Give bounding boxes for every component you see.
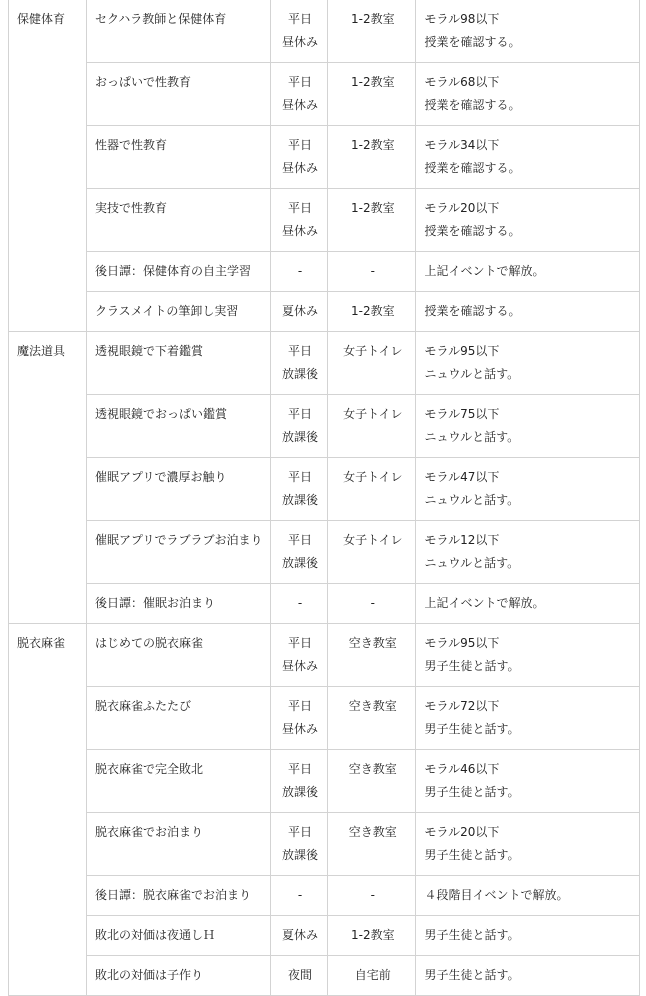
condition-line: 授業を確認する。	[424, 161, 521, 175]
condition-cell	[416, 332, 640, 395]
condition-line: 上記イベントで解放。	[424, 264, 545, 278]
table-row	[9, 252, 640, 292]
table-row	[9, 0, 640, 63]
time-cell	[270, 916, 327, 956]
condition-line: 男子生徒と話す。	[424, 722, 520, 736]
place-cell: 女子トイレ	[328, 521, 416, 584]
event-name-cell: 催眠アプリでラブラブお泊まり	[86, 521, 270, 584]
place-cell: -	[328, 876, 416, 916]
place-cell: 女子トイレ	[328, 332, 416, 395]
event-name-cell: 性器で性教育	[86, 126, 270, 189]
time-line: 昼休み	[282, 35, 319, 49]
time-cell	[270, 189, 327, 252]
condition-cell	[416, 0, 640, 63]
condition-line: モラル68以下	[424, 75, 500, 89]
event-name-cell: 後日譚：保健体育の自主学習	[86, 252, 270, 292]
condition-line: モラル34以下	[424, 138, 500, 152]
event-name-cell: 脱衣麻雀でお泊まり	[86, 813, 270, 876]
time-cell	[270, 750, 327, 813]
condition-line: ニュウルと話す。	[424, 367, 520, 381]
time-cell	[270, 292, 327, 332]
time-cell	[270, 63, 327, 126]
condition-line: モラル75以下	[424, 407, 500, 421]
time-cell	[270, 956, 327, 996]
event-name-cell: 催眠アプリで濃厚お触り	[86, 458, 270, 521]
time-line: 放課後	[282, 493, 319, 507]
place-cell: -	[328, 584, 416, 624]
condition-line: モラル47以下	[424, 470, 500, 484]
condition-line: ニュウルと話す。	[424, 430, 520, 444]
time-line: 昼休み	[282, 224, 319, 238]
event-table-body	[9, 0, 640, 996]
table-row	[9, 750, 640, 813]
condition-cell	[416, 813, 640, 876]
time-line: 平日	[288, 699, 313, 713]
table-row	[9, 63, 640, 126]
place-cell: 自宅前	[328, 956, 416, 996]
time-line: 昼休み	[282, 722, 319, 736]
time-line: 平日	[288, 636, 313, 650]
condition-cell	[416, 750, 640, 813]
event-name-cell: クラスメイトの筆卸し実習	[86, 292, 270, 332]
condition-cell	[416, 189, 640, 252]
condition-cell	[416, 292, 640, 332]
condition-line: 授業を確認する。	[424, 304, 521, 318]
time-line: 放課後	[282, 785, 319, 799]
event-name-cell: 脱衣麻雀ふたたび	[86, 687, 270, 750]
time-line: 夏休み	[282, 928, 319, 942]
place-cell: -	[328, 252, 416, 292]
table-row	[9, 189, 640, 252]
time-line: 平日	[288, 407, 313, 421]
category-cell: 魔法道具	[9, 332, 87, 624]
place-cell: 1-2教室	[328, 0, 416, 63]
condition-line: モラル98以下	[424, 12, 500, 26]
place-cell: 女子トイレ	[328, 458, 416, 521]
place-cell: 1-2教室	[328, 63, 416, 126]
place-cell: 空き教室	[328, 813, 416, 876]
condition-line: 授業を確認する。	[424, 35, 521, 49]
condition-line: モラル95以下	[424, 636, 500, 650]
time-cell	[270, 813, 327, 876]
table-row	[9, 395, 640, 458]
time-line: 夏休み	[282, 304, 319, 318]
condition-line: ニュウルと話す。	[424, 556, 520, 570]
condition-cell	[416, 458, 640, 521]
event-name-cell: 後日譚：催眠お泊まり	[86, 584, 270, 624]
event-name-cell: おっぱいで性教育	[86, 63, 270, 126]
time-line: 平日	[288, 12, 313, 26]
condition-line: ４段階目イベントで解放。	[424, 888, 569, 902]
table-row	[9, 624, 640, 687]
condition-cell	[416, 252, 640, 292]
time-line: 平日	[288, 762, 313, 776]
condition-line: モラル95以下	[424, 344, 500, 358]
event-name-cell: 後日譚：脱衣麻雀でお泊まり	[86, 876, 270, 916]
time-cell	[270, 521, 327, 584]
condition-line: モラル46以下	[424, 762, 500, 776]
condition-cell	[416, 956, 640, 996]
table-row	[9, 956, 640, 996]
table-row	[9, 813, 640, 876]
time-cell	[270, 252, 327, 292]
time-cell	[270, 458, 327, 521]
table-row	[9, 332, 640, 395]
condition-line: 授業を確認する。	[424, 224, 521, 238]
place-cell: 女子トイレ	[328, 395, 416, 458]
place-cell: 1-2教室	[328, 292, 416, 332]
time-line: 放課後	[282, 848, 319, 862]
table-row	[9, 458, 640, 521]
time-cell	[270, 126, 327, 189]
table-row	[9, 584, 640, 624]
event-name-cell: セクハラ教師と保健体育	[86, 0, 270, 63]
condition-cell	[416, 624, 640, 687]
condition-line: 授業を確認する。	[424, 98, 521, 112]
time-line: 平日	[288, 138, 313, 152]
condition-line: モラル12以下	[424, 533, 500, 547]
place-cell: 1-2教室	[328, 189, 416, 252]
condition-line: 男子生徒と話す。	[424, 968, 520, 982]
condition-line: ニュウルと話す。	[424, 493, 520, 507]
time-line: 夜間	[288, 968, 313, 982]
place-cell: 空き教室	[328, 750, 416, 813]
event-name-cell: 脱衣麻雀で完全敗北	[86, 750, 270, 813]
condition-cell	[416, 916, 640, 956]
time-cell	[270, 687, 327, 750]
category-cell: 保健体育	[9, 0, 87, 332]
time-cell	[270, 0, 327, 63]
time-cell	[270, 624, 327, 687]
condition-cell	[416, 876, 640, 916]
condition-line: モラル20以下	[424, 201, 500, 215]
table-row	[9, 916, 640, 956]
event-table	[8, 0, 640, 996]
time-line: 平日	[288, 75, 313, 89]
condition-line: モラル72以下	[424, 699, 500, 713]
condition-cell	[416, 521, 640, 584]
time-line: 平日	[288, 825, 313, 839]
table-row	[9, 126, 640, 189]
condition-cell	[416, 584, 640, 624]
time-cell	[270, 876, 327, 916]
time-line: -	[297, 596, 303, 610]
event-name-cell: 敗北の対価は子作り	[86, 956, 270, 996]
condition-line: 男子生徒と話す。	[424, 848, 520, 862]
time-line: 放課後	[282, 556, 319, 570]
condition-line: 男子生徒と話す。	[424, 928, 520, 942]
category-cell: 脱衣麻雀	[9, 624, 87, 996]
condition-line: モラル20以下	[424, 825, 500, 839]
table-row	[9, 292, 640, 332]
time-line: 平日	[288, 344, 313, 358]
condition-cell	[416, 63, 640, 126]
time-cell	[270, 332, 327, 395]
time-line: -	[297, 888, 303, 902]
place-cell: 1-2教室	[328, 126, 416, 189]
table-row	[9, 876, 640, 916]
event-name-cell: 敗北の対価は夜通しＨ	[86, 916, 270, 956]
table-row	[9, 687, 640, 750]
event-name-cell: 実技で性教育	[86, 189, 270, 252]
time-line: 平日	[288, 533, 313, 547]
condition-line: 男子生徒と話す。	[424, 785, 520, 799]
time-cell	[270, 584, 327, 624]
place-cell: 空き教室	[328, 687, 416, 750]
condition-line: 男子生徒と話す。	[424, 659, 520, 673]
time-line: 昼休み	[282, 98, 319, 112]
event-name-cell: 透視眼鏡で下着鑑賞	[86, 332, 270, 395]
condition-cell	[416, 687, 640, 750]
time-line: 放課後	[282, 430, 319, 444]
time-line: 放課後	[282, 367, 319, 381]
table-row	[9, 521, 640, 584]
condition-cell	[416, 395, 640, 458]
time-line: 平日	[288, 470, 313, 484]
event-name-cell: 透視眼鏡でおっぱい鑑賞	[86, 395, 270, 458]
time-line: 平日	[288, 201, 313, 215]
time-line: 昼休み	[282, 161, 319, 175]
time-line: 昼休み	[282, 659, 319, 673]
time-cell	[270, 395, 327, 458]
place-cell: 1-2教室	[328, 916, 416, 956]
place-cell: 空き教室	[328, 624, 416, 687]
event-name-cell: はじめての脱衣麻雀	[86, 624, 270, 687]
time-line: -	[297, 264, 303, 278]
condition-line: 上記イベントで解放。	[424, 596, 545, 610]
condition-cell	[416, 126, 640, 189]
